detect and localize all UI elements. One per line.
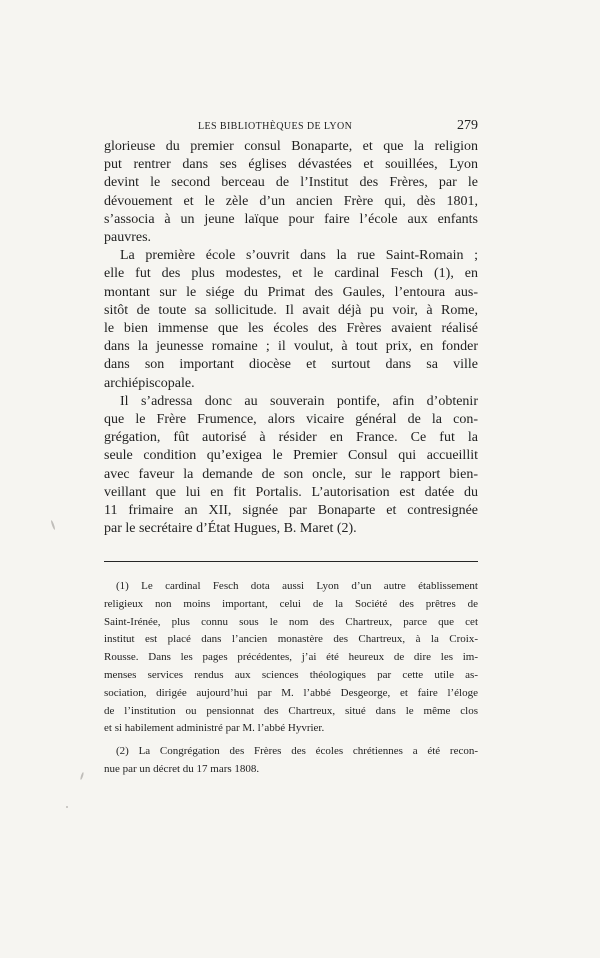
text-line: veillant que lui en fit Portalis. L’autorisation est datée du	[104, 484, 478, 500]
footnote-line: et si habilement administré par M. l’abbé Hyvrier.	[104, 722, 325, 735]
text-line: elle fut des plus modestes, et le cardinal Fesch (1), en	[104, 266, 478, 282]
paper-speck	[80, 772, 84, 780]
text-line: montant sur le siége du Primat des Gaules, l’entoura aus-	[104, 284, 478, 300]
main-text	[104, 138, 478, 538]
text-line: glorieuse du premier consul Bonaparte, et que la religion	[104, 139, 478, 154]
text-line: archiépiscopale.	[104, 375, 195, 391]
text-line: put rentrer dans ses églises dévastées et souillées, Lyon	[104, 157, 478, 173]
text-line: le bien immense que les écoles des Frères avaient réalisé	[104, 321, 478, 337]
running-header	[104, 118, 478, 138]
footnote-line: nue par un décret du 17 mars 1808.	[104, 762, 260, 775]
text-line: dévouement et le zèle d’un ancien Frère qui, dès 1801,	[104, 193, 478, 209]
text-line: avec faveur la demande de son oncle, sur le rapport bien-	[104, 466, 478, 482]
paragraph-start-line: Il s’adressa donc au souverain pontife, afin d’obtenir	[120, 393, 478, 409]
footnote-line: (1) Le cardinal Fesch dota aussi Lyon d’un autre établissement	[116, 580, 478, 592]
text-line: devint le second berceau de l’Institut des Frères, par le	[104, 175, 478, 191]
text-line: que le Frère Frumence, alors vicaire général de la con-	[104, 412, 478, 428]
text-line: par le secrétaire d’État Hugues, B. Maret (2).	[104, 521, 357, 537]
footnote-line: de l’institution ou pensionnat des Chartreux, situé dans le même clos	[104, 704, 478, 717]
text-line: 11 frimaire an XII, signée par Bonaparte et contresignée	[104, 503, 478, 519]
footnote-line: Saint-Irénée, plus connu sous le nom des Chartreux, parce que cet	[104, 615, 478, 628]
text-line: grégation, fût autorisé à résider en France. Ce fut la	[104, 430, 478, 446]
text-line: s’associa à un jeune laïque pour faire l’école aux enfants	[104, 211, 478, 227]
text-line: pauvres.	[104, 230, 152, 246]
running-title: LES BIBLIOTHÈQUES DE LYON	[198, 121, 353, 132]
footnote-line: religieux non moins important, celui de la Société des prêtres de	[104, 597, 478, 610]
footnote-line: (2) La Congrégation des Frères des écoles chrétiennes a été recon-	[116, 745, 478, 758]
footnote-line: institut est placé dans l’ancien monastère des Chartreux, à la Croix-	[104, 633, 478, 646]
paper-speck	[50, 520, 55, 530]
text-line: seule condition qu’exigea le Premier Consul qui accueillit	[104, 448, 478, 464]
footnote-line: Rousse. Dans les pages précédentes, j’ai été heureux de dire les im-	[104, 651, 478, 664]
footnotes	[104, 578, 478, 779]
page-number: 279	[457, 118, 478, 133]
paragraph-start-line: La première école s’ouvrit dans la rue Saint-Romain ;	[120, 248, 478, 264]
footnote-line: menses services rendus aux sciences théologiques par cette utile as-	[104, 668, 478, 681]
text-line: dans la jeunesse romaine ; il voulut, à tout prix, en fonder	[104, 339, 478, 355]
footnote-rule	[104, 561, 478, 562]
text-line: dans son important diocèse et surtout dans sa ville	[104, 357, 478, 373]
footnote-line: sociation, dirigée aujourd’hui par M. l’abbé Desgeorge, et faire l’éloge	[104, 686, 478, 699]
paper-speck	[66, 806, 68, 808]
text-line: sitôt de toute sa sollicitude. Il avait déjà pu voir, à Rome,	[104, 302, 478, 318]
